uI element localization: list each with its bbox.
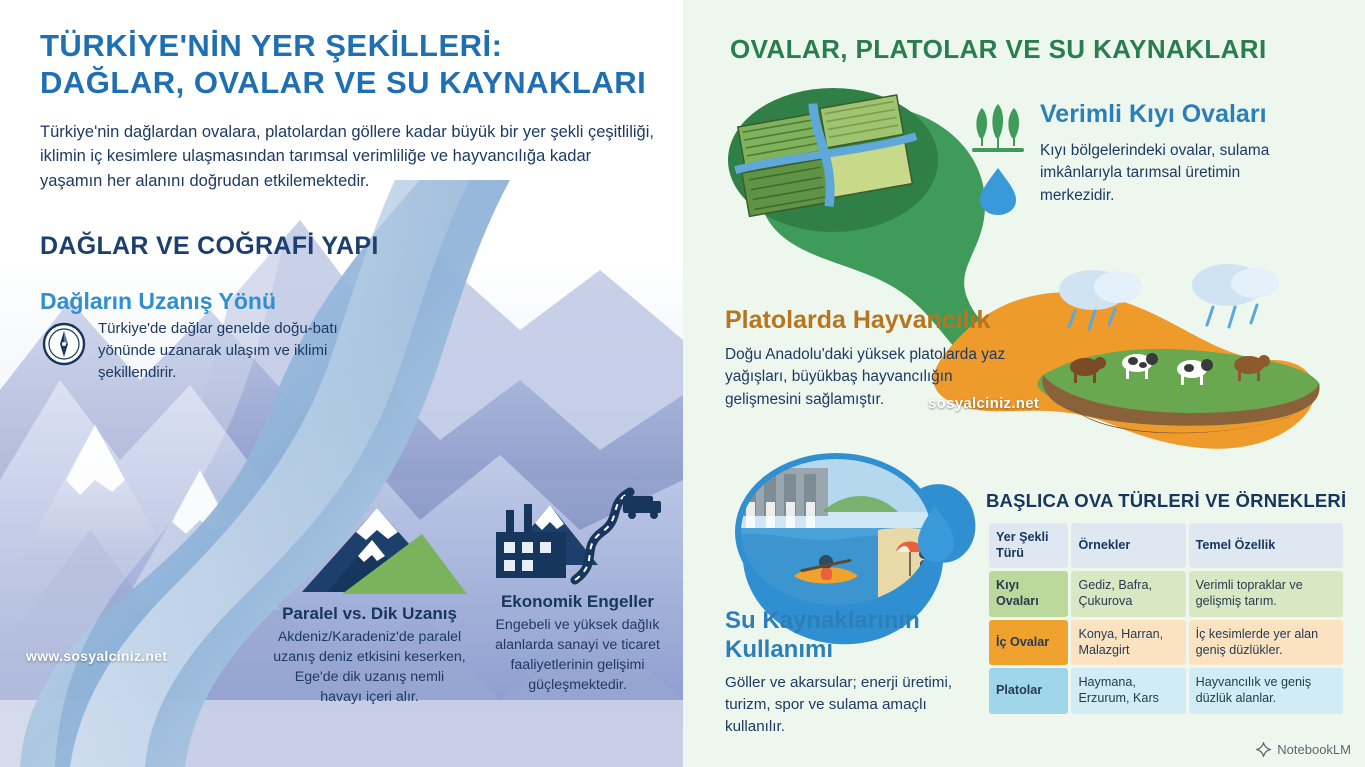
card1-text: Akdeniz/Karadeniz'de paralel uzanış deniz etkisini keserken, Ege'de dik uzanış nemli havayı içeri alır. (273, 629, 466, 705)
card2-title: Ekonomik Engeller (500, 592, 655, 611)
cell-type: İç Ovalar (989, 620, 1068, 665)
block1-title: Verimli Kıyı Ovaları (1040, 100, 1267, 128)
subsection-title-direction: Dağların Uzanış Yönü (40, 288, 277, 314)
cell-examples: Konya, Harran, Malazgirt (1071, 620, 1185, 665)
card1-title: Paralel vs. Dik Uzanış (282, 604, 457, 623)
crops-and-water-icons (968, 98, 1028, 216)
notebooklm-label: NotebookLM (1277, 742, 1351, 757)
rain-clouds-icon (1059, 264, 1279, 329)
cell-examples: Gediz, Bafra, Çukurova (1071, 571, 1185, 616)
right-title: OVALAR, PLATOLAR VE SU KAYNAKLARI (730, 34, 1267, 64)
card-parallel-vs-perpendicular (272, 482, 467, 708)
factory-road-truck-icon (480, 470, 675, 586)
cell-feature: Hayvancılık ve geniş düzlük alanlar. (1189, 668, 1343, 713)
table-header-row (989, 523, 1343, 568)
subsection-text-direction: Türkiye'de dağlar genelde doğu-batı yönünde uzanarak ulaşım ve iklimi şekillendirir. (98, 320, 338, 381)
notebooklm-badge (1256, 742, 1351, 757)
th-feature: Temel Özellik (1189, 523, 1343, 568)
cell-feature: Verimli topraklar ve gelişmiş tarım. (1189, 571, 1343, 616)
watermark-left: www.sosyalciniz.net (26, 648, 168, 664)
cell-type: Kıyı Ovaları (989, 571, 1068, 616)
table-row (989, 571, 1343, 616)
block2-title: Platolarda Hayvancılık (725, 306, 991, 334)
left-intro-paragraph: Türkiye'nin dağlardan ovalara, platolardan göllere kadar büyük bir yer şekli çeşitliliği, iklimin iç kesimlere ulaşmasından tarımsal verimliliğe ve hayvancılığa kadar yaşamın her alanını doğrudan etkilemektedir. (40, 123, 654, 190)
section-title-mountains: DAĞLAR VE COĞRAFİ YAPI (40, 232, 379, 260)
water-drop-icon (980, 168, 1016, 215)
th-examples: Örnekler (1071, 523, 1185, 568)
left-title-line1: TÜRKİYE'NİN YER ŞEKİLLERİ: (40, 28, 503, 63)
th-type: Yer Şekli Türü (989, 523, 1068, 568)
compass-icon (42, 322, 86, 366)
block3-text: Göller ve akarsular; enerji üretimi, turizm, spor ve sulama amaçlı kullanılır. (725, 674, 953, 736)
cell-examples: Haymana, Erzurum, Kars (1071, 668, 1185, 713)
cell-type: Platolar (989, 668, 1068, 713)
table-row (989, 668, 1343, 713)
left-title-line2: DAĞLAR, OVALAR VE SU KAYNAKLARI (40, 64, 647, 100)
table-title: BAŞLICA OVA TÜRLERİ VE ÖRNEKLERİ (986, 490, 1347, 511)
cell-feature: İç kesimlerde yer alan geniş düzlükler. (1189, 620, 1343, 665)
mountain-slope-icon (272, 482, 467, 598)
watermark-right: sosyalciniz.net (928, 395, 1040, 412)
water-resources-illustration (728, 450, 968, 620)
block2-text: Doğu Anadolu'daki yüksek platolarda yaz yağışları, büyükbaş hayvancılığın gelişmesini sağlamıştır. (725, 346, 1006, 408)
plain-types-table (986, 520, 1346, 717)
coastal-plain-illustration (723, 65, 943, 240)
card2-text: Engebeli ve yüksek dağlık alanlarda sanayi ve ticaret faaliyetlerinin gelişimi güçleşmektedir. (495, 617, 660, 693)
notebooklm-icon (1256, 742, 1271, 757)
block1-text: Kıyı bölgelerindeki ovalar, sulama imkânlarıyla tarımsal üretimin merkezidir. (1040, 142, 1270, 204)
block3-title: Su Kaynaklarının Kullanımı (725, 607, 920, 663)
plateau-livestock-illustration (1023, 255, 1333, 445)
table-row (989, 620, 1343, 665)
right-panel (683, 0, 1365, 767)
left-title (40, 28, 680, 101)
plants-icon (976, 104, 1019, 148)
card-economic-barriers (480, 470, 675, 696)
